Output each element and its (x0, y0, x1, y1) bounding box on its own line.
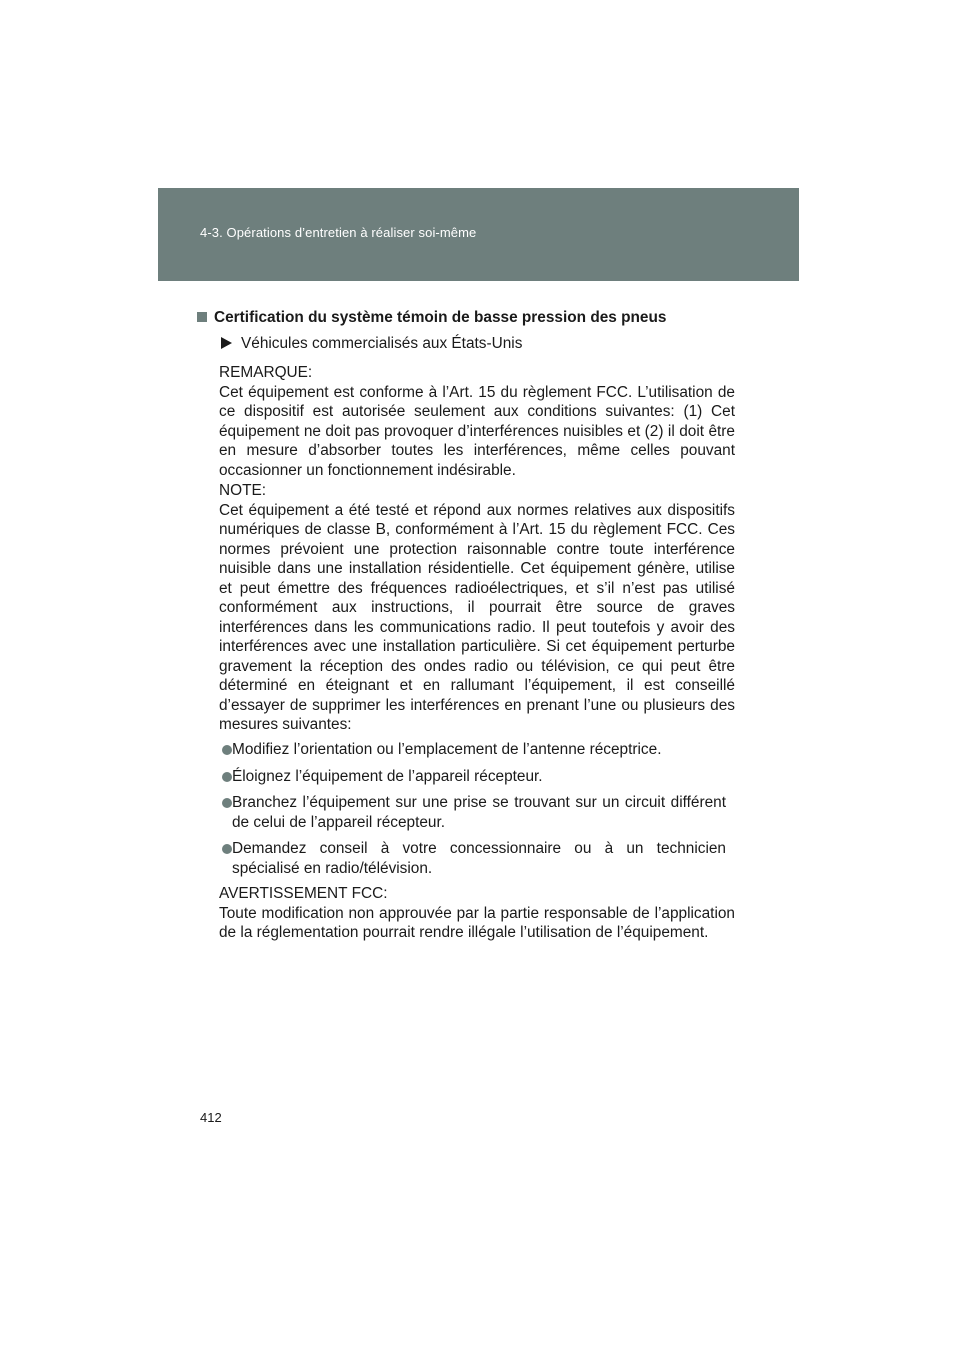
remarque-block (219, 363, 735, 480)
list-item-text: Branchez l’équipement sur une prise se trouvant sur un circuit différent de celui de l’appareil récepteur. (232, 794, 726, 831)
list-item (219, 793, 735, 832)
list-item-text: Éloignez l’équipement de l’appareil récepteur. (232, 768, 543, 785)
bullet-dot-icon (222, 772, 232, 782)
note-block (219, 481, 735, 735)
remarque-text: Cet équipement est conforme à l’Art. 15 du règlement FCC. L’utilisation de ce dispositif est autorisée seulement aux conditions suivantes: (1) Cet équipement ne doit pas provoquer d’interférences nuisibles et (2) il doit être en mesure d’absorber toutes les interférences, même celles pouvant occasionner un fonctionnement indésirable. (219, 383, 735, 479)
remarque-label: REMARQUE: (219, 364, 313, 381)
chapter-header-band (158, 188, 799, 281)
square-bullet-icon (197, 312, 207, 322)
bullet-dot-icon (222, 798, 232, 808)
section-heading-text: Certification du système témoin de basse pression des pneus (214, 309, 667, 326)
avertissement-block (219, 884, 735, 943)
page-number: 412 (200, 1110, 222, 1125)
note-text: Cet équipement a été testé et répond aux normes relatives aux dispositifs numériques de classe B, conformément à l’Art. 15 du règlement FCC. Ces normes prévoient une protection raisonnable contre toute interférence nuisible dans une installation résidentielle. Cet équipement génère, utilise et peut émettre des fréquences radioélectriques, et s’il n’est pas utilisé conformément aux instructions, il pourrait être source de graves interférences dans les communications radio. Il peut toutefois y avoir des interférences avec une installation particulière. Si cet équipement perturbe gravement la réception des ondes radio ou télévision, ce qui peut être déterminé en éteignant et en rallumant l’équipement, il est conseillé d’essayer de supprimer les interférences en prenant l’une ou plusieurs des mesures suivantes: (219, 501, 735, 733)
list-item (219, 767, 735, 787)
bullet-dot-icon (222, 844, 232, 854)
note-label: NOTE: (219, 482, 267, 499)
list-item-text: Modifiez l’orientation ou l’emplacement de l’antenne réceptrice. (232, 741, 662, 758)
market-indicator (221, 334, 522, 354)
chapter-section-title: 4-3. Opérations d’entretien à réaliser soi-même (200, 225, 477, 240)
section-heading (197, 308, 757, 328)
list-item (219, 839, 735, 878)
list-item-text: Demandez conseil à votre concessionnaire ou à un technicien spécialisé en radio/télévision. (232, 840, 726, 877)
avertissement-text: Toute modification non approuvée par la partie responsable de l’application de la réglementation pourrait rendre illégale l’utilisation de l’équipement. (219, 904, 735, 941)
market-label: Véhicules commercialisés aux États-Unis (241, 335, 523, 352)
list-item (219, 740, 735, 760)
avertissement-label: AVERTISSEMENT FCC: (219, 885, 388, 902)
bullet-dot-icon (222, 745, 232, 755)
triangle-arrow-icon (221, 337, 232, 349)
